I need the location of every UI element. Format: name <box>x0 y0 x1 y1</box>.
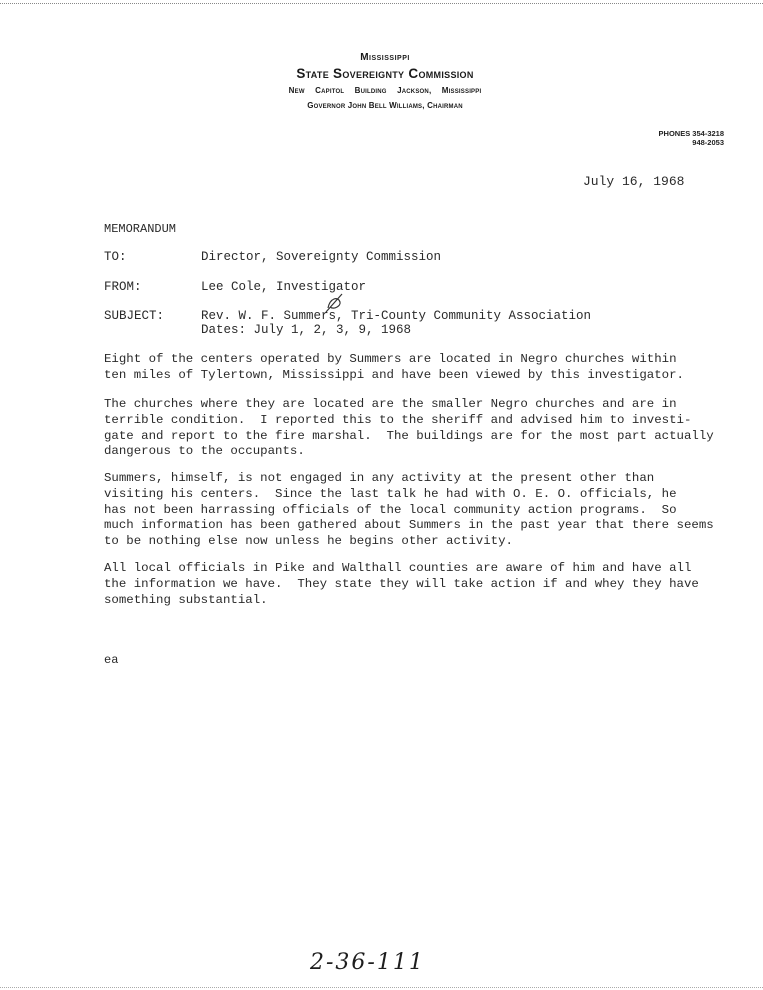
subject-dates: Dates: July 1, 2, 3, 9, 1968 <box>201 323 412 337</box>
paragraph-4: All local officials in Pike and Walthall counties are aware of him and have all the information we have. They state they will take action if and whey they have something substantial. <box>104 561 699 607</box>
paragraph-2: The churches where they are located are the smaller Negro churches and are in terrible condition. I reported this to the sheriff and advised him to investi- gate and report to the fire marshal. The buildings are for the most part actually dangerous to the occupants. <box>104 397 714 459</box>
from-label: FROM: <box>104 280 142 294</box>
memo-date: July 16, 1968 <box>583 174 685 189</box>
subject-row <box>104 309 591 323</box>
subject-label: SUBJECT: <box>104 309 165 323</box>
letterhead-state: Mississippi <box>360 52 410 63</box>
to-row <box>104 250 441 264</box>
letterhead <box>255 52 515 110</box>
handwritten-file-number: 2-36-111 <box>310 950 425 975</box>
letterhead-address <box>255 86 515 95</box>
letterhead-building: New Capitol Building <box>288 86 387 95</box>
letterhead-city: Jackson, Mississippi <box>397 86 482 95</box>
paragraph-1: Eight of the centers operated by Summers are located in Negro churches within ten miles of Tylertown, Mississippi and have been viewed by this investigator. <box>104 352 684 382</box>
to-label: TO: <box>104 250 127 264</box>
memo-title: MEMORANDUM <box>104 222 177 236</box>
top-border-rule <box>0 3 763 4</box>
handwritten-mark-icon <box>322 292 346 314</box>
subject-value: Rev. W. F. Summers, Tri-County Community Association <box>201 309 592 323</box>
phone-line-1: PHONES 354-3218 <box>658 129 724 138</box>
typist-initials: ea <box>104 653 119 667</box>
to-value: Director, Sovereignty Commission <box>201 250 442 264</box>
phone-numbers <box>620 129 724 147</box>
phone-line-2: 948-2053 <box>692 138 724 147</box>
letterhead-organization: State Sovereignty Commission <box>296 66 474 81</box>
from-value: Lee Cole, Investigator <box>201 280 367 294</box>
letterhead-chairman: Governor John Bell Williams, Chairman <box>307 101 463 110</box>
bottom-border-rule <box>0 987 763 988</box>
paragraph-3: Summers, himself, is not engaged in any activity at the present other than visiting his centers. Since the last talk he had with O. E. O. officials, he has not been harrassing officials of the local community action programs. So much information has been gathered about Summers in the past year that there seems to be nothing else now unless he begins other activity. <box>104 471 714 549</box>
